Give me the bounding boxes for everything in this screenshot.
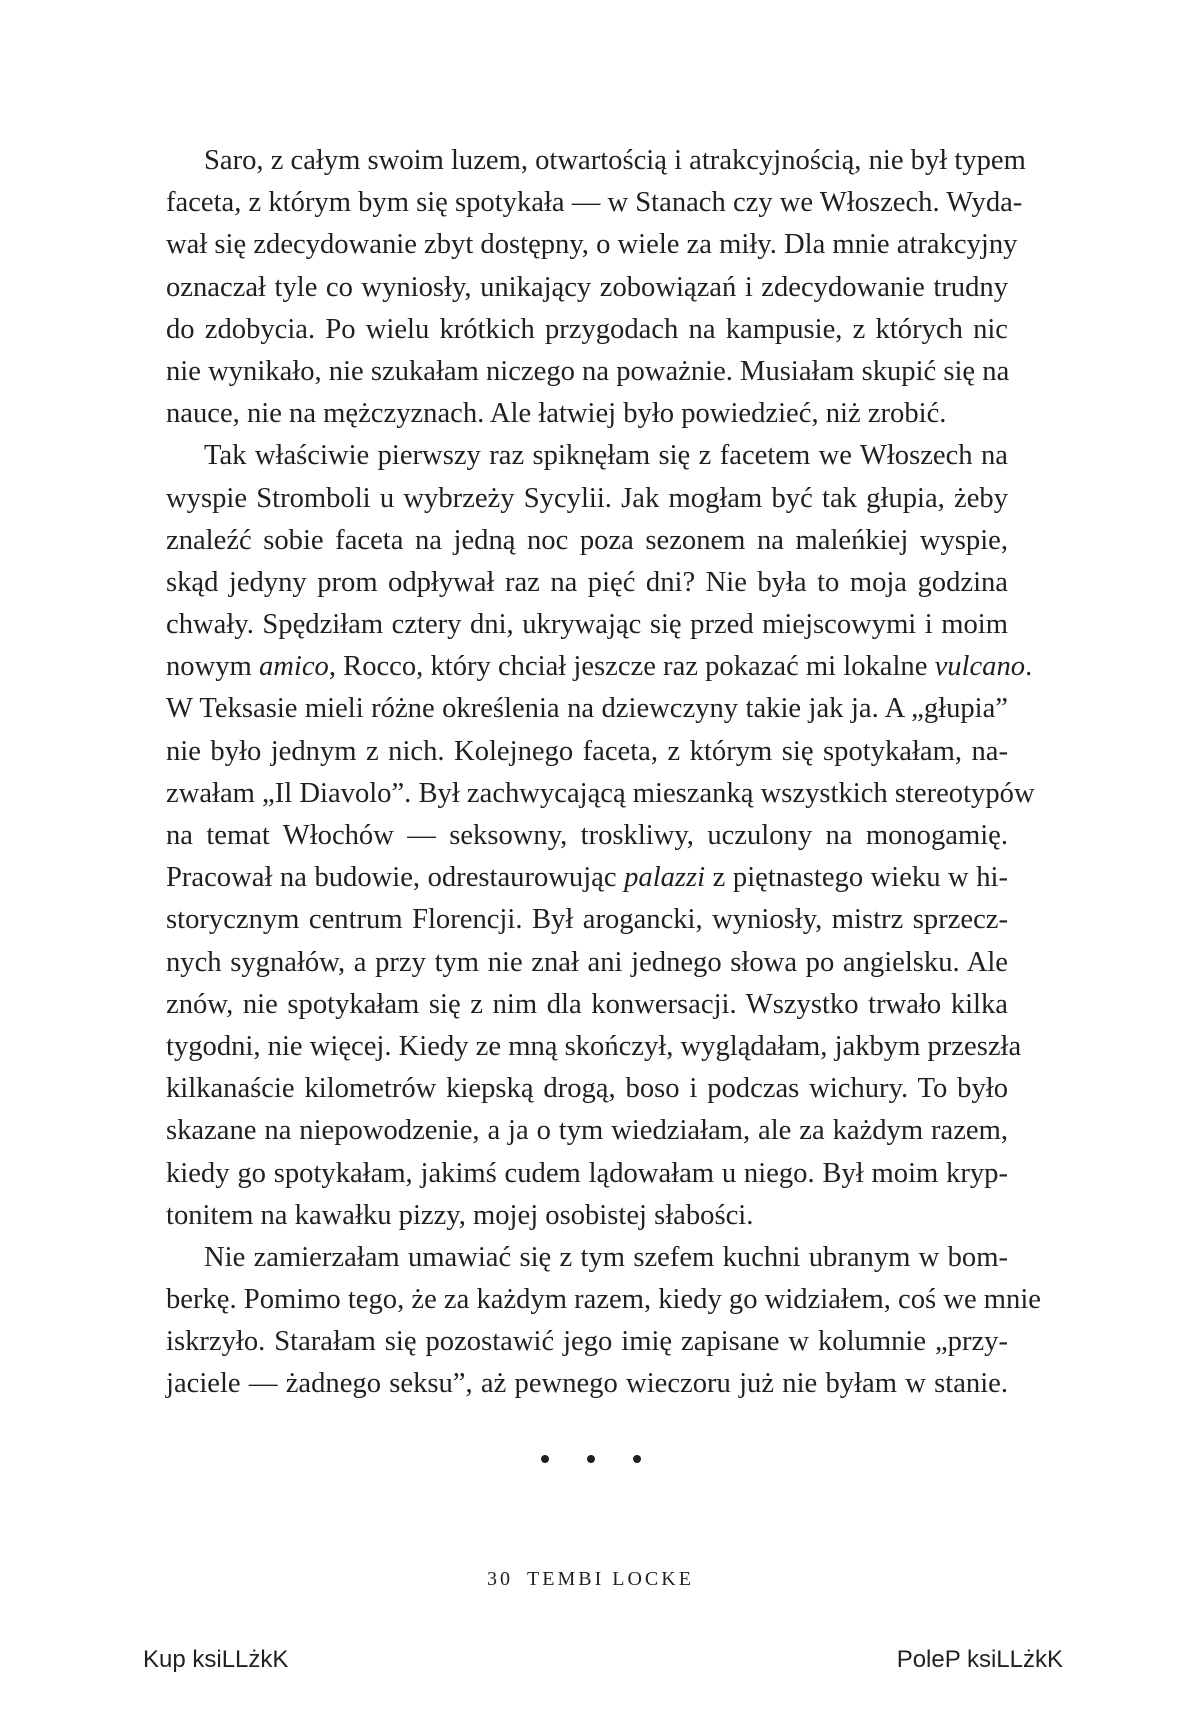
text-line: nie było jednym z nich. Kolejnego faceta, z którym się spotykałam, na- bbox=[166, 735, 1008, 767]
text-line: nauce, nie na mężczyznach. Ale łatwiej było powiedzieć, niż zrobić. bbox=[166, 398, 947, 430]
text-line: kilkanaście kilometrów kiepską drogą, boso i podczas wichury. To było bbox=[166, 1073, 1008, 1105]
text-line: zwałam „Il Diavolo”. Był zachwycającą mieszanką wszystkich stereotypów bbox=[166, 777, 1035, 809]
text-line: faceta, z którym bym się spotykała — w Stanach czy we Włoszech. Wyda- bbox=[166, 187, 1023, 219]
text-line: Saro, z całym swoim luzem, otwartością i atrakcyjnością, nie był typem bbox=[204, 145, 1026, 176]
text-line: do zdobycia. Po wielu krótkich przygodach na kampusie, z których nic bbox=[166, 313, 1008, 345]
text-line: na temat Włochów — seksowny, troskliwy, uczulony na monogamię. bbox=[166, 820, 1008, 851]
text-line: berkę. Pomimo tego, że za każdym razem, kiedy go widziałem, coś we mnie bbox=[166, 1284, 1041, 1316]
text-line: skazane na niepowodzenie, a ja o tym wiedziałam, ale za każdym razem, bbox=[166, 1115, 1008, 1147]
text-line: nych sygnałów, a przy tym nie znał ani jednego słowa po angielsku. Ale bbox=[166, 946, 1008, 978]
dot-icon bbox=[541, 1455, 549, 1463]
text-line: nie wynikało, nie szukałam niczego na poważnie. Musiałam skupić się na bbox=[166, 355, 1010, 387]
text-line: chwały. Spędziłam cztery dni, ukrywając się przed miejscowymi i moim bbox=[166, 609, 1008, 641]
book-page-text bbox=[166, 140, 1041, 1406]
text-line: wał się zdecydowanie zbyt dostępny, o wiele za miły. Dla mnie atrakcyjny bbox=[166, 229, 1018, 261]
section-break-dots bbox=[0, 1437, 1181, 1471]
dot-icon bbox=[633, 1455, 641, 1463]
text-line: tonitem na kawałku pizzy, mojej osobistej słabości. bbox=[166, 1199, 754, 1231]
text-line: znaleźć sobie faceta na jedną noc poza sezonem na maleńkiej wyspie, bbox=[166, 524, 1008, 556]
text-line: iskrzyło. Starałam się pozostawić jego imię zapisane w kolumnie „przy- bbox=[166, 1326, 1008, 1358]
dot-icon bbox=[587, 1455, 595, 1463]
text-line: Tak właściwie pierwszy raz spiknęłam się z facetem we Włoszech na bbox=[204, 440, 1008, 472]
text-line: W Teksasie mieli różne określenia na dziewczyny takie jak ja. A „głupia” bbox=[166, 693, 1008, 725]
author-name: TEMBI LOCKE bbox=[527, 1568, 694, 1590]
page-footer bbox=[0, 1568, 1181, 1591]
text-line: skąd jedyny prom odpływał raz na pięć dni? Nie była to moja godzina bbox=[166, 566, 1008, 598]
text-line: jaciele — żadnego seksu”, aż pewnego wieczoru już nie byłam w stanie. bbox=[166, 1368, 1008, 1400]
text-line: tygodni, nie więcej. Kiedy ze mną skończył, wyglądałam, jakbym przeszła bbox=[166, 1030, 1022, 1062]
text-line: Nie zamierzałam umawiać się z tym szefem kuchni ubranym w bom- bbox=[204, 1241, 1008, 1273]
text-line: storycznym centrum Florencji. Był arogancki, wyniosły, mistrz sprzecz- bbox=[166, 904, 1008, 936]
text-line: kiedy go spotykałam, jakimś cudem lądowałam u niego. Był moim kryp- bbox=[166, 1157, 1008, 1189]
text-line: znów, nie spotykałam się z nim dla konwersacji. Wszystko trwało kilka bbox=[166, 988, 1008, 1020]
text-line: wyspie Stromboli u wybrzeży Sycylii. Jak mogłam być tak głupia, żeby bbox=[166, 482, 1008, 514]
text-line: Pracował na budowie, odrestaurowując palazzi z piętnastego wieku w hi- bbox=[166, 862, 1008, 894]
text-line: oznaczał tyle co wyniosły, unikający zobowiązań i zdecydowanie trudny bbox=[166, 271, 1008, 303]
page-number: 30 bbox=[487, 1568, 514, 1590]
buy-book-link[interactable]: Kup ksiLLżkK bbox=[143, 1646, 289, 1673]
recommend-book-link[interactable]: PoleP ksiLLżkK bbox=[896, 1646, 1063, 1673]
text-line: nowym amico, Rocco, który chciał jeszcze raz pokazać mi lokalne vulcano. bbox=[166, 651, 1033, 683]
